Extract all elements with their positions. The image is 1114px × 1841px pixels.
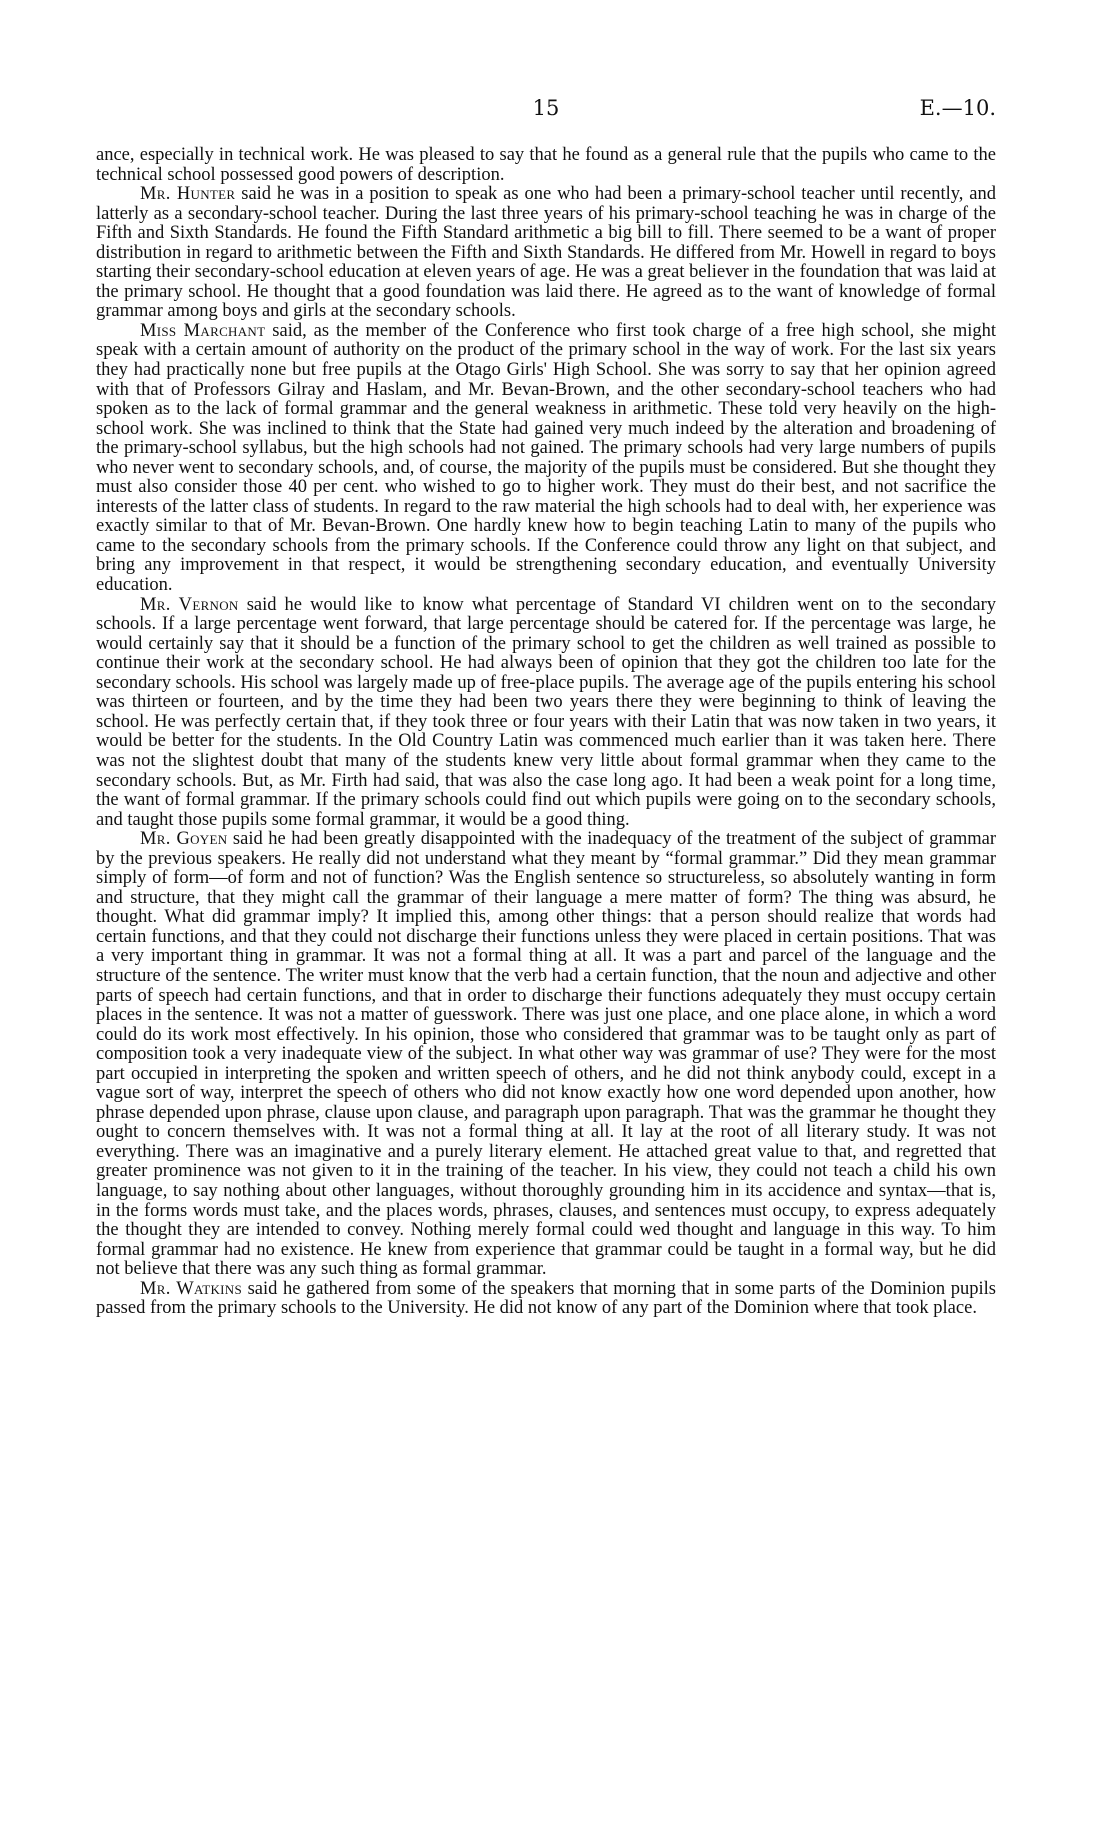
page-number: 15 bbox=[532, 96, 560, 120]
paragraph-hunter bbox=[96, 185, 996, 322]
document-body bbox=[96, 146, 996, 1319]
speaker-name: Mr. Hunter bbox=[140, 184, 236, 205]
document-code: E.—10. bbox=[919, 96, 996, 120]
page-header bbox=[96, 96, 996, 126]
paragraph-text: said he gathered from some of the speakers that morning that in some parts of the Dominion pupils passed from the primary schools to the University. He did not know of any part of the Dominion where that took place. bbox=[96, 1278, 996, 1319]
paragraph-continuation bbox=[96, 146, 996, 185]
paragraph-vernon bbox=[96, 596, 996, 831]
speaker-name: Mr. Watkins bbox=[140, 1278, 242, 1299]
paragraph-text: said he would like to know what percentage of Standard VI children went on to the secondary schools. If a large percentage went forward, that large percentage should be catered for. If the percentage was large, he would certainly say that it should be a function of the primary school to get the children as well trained as possible to continue their work at the secondary school. He had always been of opinion that they got the children too late for the secondary schools. His school was largely made up of free-place pupils. The average age of the pupils entering his school was thirteen or fourteen, and by the time they had been two years there they were beginning to think of leaving the school. He was perfectly certain that, if they took three or four years with their Latin that was now taken in two years, it would be better for the students. In the Old Country Latin was commenced much earlier than it was taken here. There was not the slightest doubt that many of the students knew very little about formal grammar when they came to the secondary schools. But, as Mr. Firth had said, that was also the case long ago. It had been a weak point for a long time, the want of formal grammar. If the primary schools could find out which pupils were going on to the secondary schools, and taught those pupils some formal grammar, it would be a good thing. bbox=[96, 594, 996, 830]
paragraph-goyen bbox=[96, 830, 996, 1280]
paragraph-text: ance, especially in technical work. He was pleased to say that he found as a general rule that the pupils who came to the technical school possessed good powers of description. bbox=[96, 145, 996, 185]
speaker-name: Miss Marchant bbox=[140, 320, 266, 341]
paragraph-marchant bbox=[96, 322, 996, 596]
speaker-name: Mr. Goyen bbox=[140, 829, 228, 850]
paragraph-text: said, as the member of the Conference who first took charge of a free high school, she might speak with a certain amount of authority on the product of the primary school in the way of work. For the last six years they had practically none but free pupils at the Otago Girls' High School. She was sorry to say that her opinion agreed with that of Professors Gilray and Haslam, and Mr. Bevan-Brown, and the other secondary-school teachers who had spoken as to the lack of formal grammar and the general weakness in arithmetic. These told very heavily on the high-school work. She was inclined to think that the State had gained very much indeed by the alteration and broadening of the primary-school syllabus, but the high schools had not gained. The primary schools had very large numbers of pupils who never went to secondary schools, and, of course, the majority of the pupils must be considered. But she thought they must also consider those 40 per cent. who wished to go to higher work. They must do their best, and not sacrifice the interests of the latter class of students. In regard to the raw material the high schools had to deal with, her experience was exactly similar to that of Mr. Bevan-Brown. One hardly knew how to begin teaching Latin to many of the pupils who came to the secondary schools from the primary schools. If the Conference could throw any light on that subject, and bring any improvement in that respect, it would be strengthening secondary education, and eventually University education. bbox=[96, 320, 996, 596]
speaker-name: Mr. Vernon bbox=[140, 594, 239, 615]
paragraph-text: said he was in a position to speak as one who had been a primary-school teacher until recently, and latterly as a secondary-school teacher. During the last three years of his primary-school teaching he was in charge of the Fifth and Sixth Standards. He found the Fifth Standard arithmetic a big bill to fill. There seemed to be a want of proper distribution in regard to arithmetic between the Fifth and Sixth Standards. He differed from Mr. Howell in regard to boys starting their secondary-school education at eleven years of age. He was a great believer in the foundation that was laid at the primary school. He thought that a good foundation was laid there. He agreed as to the want of knowledge of formal grammar among boys and girls at the secondary schools. bbox=[96, 184, 997, 322]
paragraph-watkins bbox=[96, 1280, 996, 1319]
paragraph-text: said he had been greatly disappointed with the inadequacy of the treatment of the subject of grammar by the previous speakers. He really did not understand what they meant by “formal grammar.” Did they mean grammar simply of form—of form and not of function? Was the English sentence so structureless, so absolutely wanting in form and structure, that they might call the grammar of their language a mere matter of form? The thing was absurd, he thought. What did grammar imply? It implied this, among other things: that a person should realize that words had certain functions, and that they could not discharge their functions unless they were placed in certain positions. That was a very important thing in grammar. It was not a formal thing at all. It was a part and parcel of the language and the structure of the sentence. The writer must know that the verb had a certain function, that the noun and adjective and other parts of speech had certain functions, and that in order to discharge their functions adequately they must occupy certain places in the sentence. It was not a matter of guesswork. There was just one place, and one place alone, in which a word could do its work most effectively. In his opinion, those who considered that grammar was to be taught only as part of composition took a very inadequate view of the subject. In what other way was grammar of use? They were for the most part occupied in interpreting the spoken and written speech of others, and he did not think anybody could, except in a vague sort of way, interpret the speech of others who did not know exactly how one word depended upon another, how phrase depended upon phrase, clause upon clause, and paragraph upon paragraph. That was the grammar he thought they ought to concern themselves with. It was not a formal thing at all. It lay at the root of all literary study. It was not everything. There was an imaginative and a purely literary element. He attached great value to that, and regretted that greater prominence was not given to it in the training of the teacher. In his view, they could not teach a child his own language, to say nothing about other languages, without thoroughly grounding him in its accidence and syntax—that is, in the forms words must take, and the places words, phrases, clauses, and sentences must occupy, to express adequately the thought they are intended to convey. Nothing merely formal could wed thought and language in this way. To him formal grammar had no existence. He knew from experience that grammar could be taught in a formal way, but he did not believe that there was any such thing as formal grammar. bbox=[96, 829, 996, 1280]
